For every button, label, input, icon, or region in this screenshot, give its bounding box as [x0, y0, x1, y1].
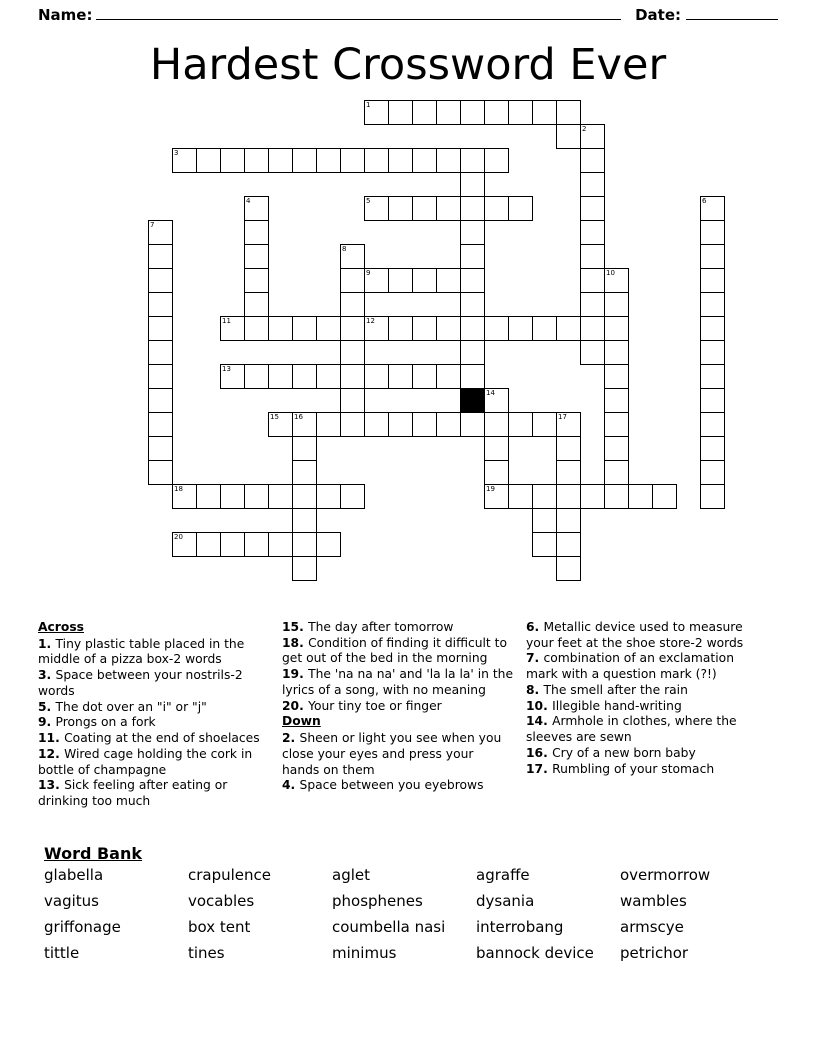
date-label: Date: [635, 6, 681, 24]
grid-cell-number: 5 [366, 197, 371, 205]
grid-cell-number: 15 [270, 413, 279, 421]
grid-cell[interactable] [532, 100, 557, 125]
grid-cell[interactable] [244, 316, 269, 341]
grid-cell[interactable] [460, 412, 485, 437]
clue-number: 8. [526, 682, 544, 697]
grid-cell[interactable] [268, 148, 293, 173]
word-bank-list [44, 866, 744, 962]
grid-cell[interactable] [604, 340, 629, 365]
grid-cell[interactable] [316, 484, 341, 509]
clue-number: 16. [526, 745, 553, 760]
grid-cell[interactable] [580, 172, 605, 197]
clue-text: Coating at the end of shoelaces [64, 731, 260, 746]
grid-cell[interactable] [556, 316, 581, 341]
grid-cell[interactable] [580, 220, 605, 245]
grid-cell[interactable] [460, 268, 485, 293]
grid-cell-number: 11 [222, 317, 231, 325]
grid-cell[interactable] [412, 316, 437, 341]
clue-item [526, 762, 758, 778]
grid-cell[interactable] [148, 220, 173, 245]
word-bank-item: tines [188, 944, 225, 962]
word-bank-item: interrobang [476, 918, 564, 936]
clue-item [282, 636, 514, 667]
grid-cell[interactable] [220, 148, 245, 173]
word-bank-item: dysania [476, 892, 535, 910]
clue-text: Prongs on a fork [55, 715, 156, 730]
grid-cell[interactable] [268, 364, 293, 389]
grid-cell[interactable] [604, 388, 629, 413]
grid-cell-number: 17 [558, 413, 567, 421]
name-label: Name: [38, 6, 93, 24]
grid-cell[interactable] [556, 100, 581, 125]
grid-cell[interactable] [364, 316, 389, 341]
grid-cell[interactable] [412, 412, 437, 437]
grid-cell[interactable] [484, 100, 509, 125]
down-clues-part2 [526, 620, 758, 777]
grid-cell[interactable] [436, 364, 461, 389]
grid-cell[interactable] [556, 532, 581, 557]
grid-cell-number: 9 [366, 269, 371, 277]
word-bank-item: box tent [188, 918, 251, 936]
word-bank-item: glabella [44, 866, 104, 884]
grid-cell[interactable] [436, 196, 461, 221]
grid-cell[interactable] [172, 148, 197, 173]
word-bank-heading: Word Bank [44, 844, 143, 863]
grid-cell[interactable] [652, 484, 677, 509]
grid-cell[interactable] [556, 412, 581, 437]
clue-text: Space between your nostrils-2 words [38, 668, 243, 698]
page-title: Hardest Crossword Ever [149, 40, 667, 90]
grid-cell[interactable] [580, 292, 605, 317]
clue-number: 15. [282, 620, 309, 634]
grid-cell[interactable] [532, 508, 557, 533]
grid-cell[interactable] [604, 484, 629, 509]
grid-cell[interactable] [292, 460, 317, 485]
clue-text: Metallic device used to measure your feet at the shoe store-2 words [526, 620, 744, 650]
clue-text: Wired cage holding the cork in bottle of champagne [38, 746, 253, 777]
grid-cell-number: 14 [486, 389, 495, 397]
grid-cell[interactable] [532, 532, 557, 557]
grid-cell[interactable] [532, 484, 557, 509]
grid-cell[interactable] [364, 412, 389, 437]
clue-item [282, 731, 514, 778]
grid-cell-number: 1 [366, 101, 371, 109]
clue-item [38, 778, 270, 809]
grid-cell[interactable] [412, 196, 437, 221]
grid-cell[interactable] [604, 436, 629, 461]
grid-cell[interactable] [340, 364, 365, 389]
grid-cell[interactable] [316, 412, 341, 437]
clue-item [38, 668, 270, 699]
grid-cell[interactable] [484, 460, 509, 485]
clue-number: 11. [38, 731, 65, 746]
clue-item [38, 715, 270, 731]
grid-cell[interactable] [556, 508, 581, 533]
grid-cell-number: 6 [702, 197, 707, 205]
grid-cell[interactable] [700, 388, 725, 413]
word-bank-item: vocables [188, 892, 255, 910]
grid-cell[interactable] [268, 532, 293, 557]
clue-number: 20. [282, 698, 309, 713]
grid-cell-number: 8 [342, 245, 347, 253]
clue-number: 4. [282, 778, 300, 793]
word-bank-item: petrichor [620, 944, 689, 962]
grid-cell[interactable] [196, 148, 221, 173]
grid-cell[interactable] [388, 364, 413, 389]
name-input-rule[interactable] [96, 7, 621, 20]
grid-cell[interactable] [220, 316, 245, 341]
grid-cell[interactable] [172, 532, 197, 557]
grid-cell-number: 13 [222, 365, 231, 373]
clue-text: Armhole in clothes, where the sleeves are sewn [526, 714, 737, 745]
word-bank-item: crapulence [188, 866, 272, 884]
grid-cell[interactable] [388, 100, 413, 125]
grid-cell[interactable] [292, 484, 317, 509]
grid-cell[interactable] [268, 484, 293, 509]
grid-cell[interactable] [148, 412, 173, 437]
word-bank-item: agraffe [476, 866, 530, 884]
grid-cell[interactable] [340, 148, 365, 173]
grid-cell-number: 18 [174, 485, 183, 493]
clue-number: 1. [38, 636, 56, 651]
grid-cell[interactable] [700, 292, 725, 317]
clue-number: 7. [526, 651, 544, 666]
grid-cell[interactable] [244, 532, 269, 557]
grid-cell[interactable] [244, 364, 269, 389]
grid-cell[interactable] [700, 220, 725, 245]
grid-cell[interactable] [460, 244, 485, 269]
grid-cell[interactable] [604, 292, 629, 317]
grid-cell[interactable] [580, 316, 605, 341]
grid-cell[interactable] [700, 316, 725, 341]
grid-cell[interactable] [388, 148, 413, 173]
clue-number: 5. [38, 699, 56, 714]
crossword-grid-wrapper [38, 100, 778, 620]
grid-cell[interactable] [460, 220, 485, 245]
clue-text: Your tiny toe or finger [308, 698, 442, 713]
clues-column-2 [282, 620, 526, 810]
clue-number: 19. [282, 667, 309, 682]
grid-cell[interactable] [148, 244, 173, 269]
clue-item [282, 778, 514, 794]
grid-cell[interactable] [556, 484, 581, 509]
grid-cell[interactable] [556, 556, 581, 581]
grid-cell[interactable] [484, 148, 509, 173]
grid-cell[interactable] [436, 316, 461, 341]
clues-section [38, 620, 778, 810]
grid-cell[interactable] [460, 196, 485, 221]
grid-cell[interactable] [172, 484, 197, 509]
grid-cell[interactable] [412, 148, 437, 173]
clue-number: 10. [526, 698, 553, 713]
clue-text: Illegible hand-writing [552, 698, 682, 713]
grid-cell[interactable] [340, 388, 365, 413]
grid-cell[interactable] [220, 364, 245, 389]
grid-cell-number: 2 [582, 125, 587, 133]
grid-cell[interactable] [580, 124, 605, 149]
clue-number: 2. [282, 731, 300, 746]
grid-cell[interactable] [244, 196, 269, 221]
grid-cell[interactable] [700, 268, 725, 293]
grid-cell[interactable] [580, 268, 605, 293]
grid-cell[interactable] [148, 388, 173, 413]
clue-item [526, 651, 758, 682]
clue-item [282, 620, 514, 636]
word-bank-item: bannock device [476, 944, 594, 962]
clue-text: Space between you eyebrows [299, 778, 484, 793]
grid-cell-number: 12 [366, 317, 375, 325]
grid-cell[interactable] [364, 100, 389, 125]
grid-cell[interactable] [580, 244, 605, 269]
clue-text: Cry of a new born baby [552, 745, 696, 760]
grid-cell[interactable] [148, 292, 173, 317]
grid-cell[interactable] [292, 532, 317, 557]
grid-cell[interactable] [244, 244, 269, 269]
grid-cell[interactable] [292, 436, 317, 461]
grid-cell[interactable] [316, 316, 341, 341]
grid-cell[interactable] [196, 484, 221, 509]
grid-cell[interactable] [604, 268, 629, 293]
clue-number: 3. [38, 668, 56, 683]
word-bank-item: aglet [332, 866, 370, 884]
grid-cell[interactable] [460, 172, 485, 197]
grid-cell-number: 10 [606, 269, 615, 277]
grid-cell[interactable] [340, 268, 365, 293]
grid-cell[interactable] [556, 460, 581, 485]
header-row [38, 0, 778, 24]
word-bank-item: griffonage [44, 918, 121, 936]
grid-cell[interactable] [604, 460, 629, 485]
grid-cell[interactable] [364, 364, 389, 389]
clue-item [526, 699, 758, 715]
across-clues-part2 [282, 620, 514, 714]
clue-number: 13. [38, 778, 65, 793]
across-clues-part1 [38, 637, 270, 810]
word-bank-item: coumbella nasi [332, 918, 446, 936]
clue-text: Tiny plastic table placed in the middle of a pizza box-2 words [38, 636, 245, 667]
grid-cell[interactable] [268, 316, 293, 341]
grid-cell[interactable] [388, 196, 413, 221]
grid-cell[interactable] [532, 316, 557, 341]
grid-cell[interactable] [244, 484, 269, 509]
grid-cell[interactable] [556, 124, 581, 149]
grid-cell[interactable] [412, 100, 437, 125]
clue-item [38, 637, 270, 668]
grid-cell[interactable] [316, 148, 341, 173]
grid-cell-number: 16 [294, 413, 303, 421]
clue-text: Rumbling of your stomach [552, 761, 715, 776]
grid-cell[interactable] [460, 292, 485, 317]
grid-cell[interactable] [436, 100, 461, 125]
grid-cell[interactable] [364, 148, 389, 173]
grid-cell[interactable] [436, 148, 461, 173]
down-clues-part1 [282, 731, 514, 794]
clue-item [38, 700, 270, 716]
clues-column-3 [526, 620, 770, 810]
grid-cell[interactable] [340, 244, 365, 269]
grid-cell[interactable] [292, 556, 317, 581]
grid-cell[interactable] [148, 316, 173, 341]
grid-cell[interactable] [532, 412, 557, 437]
grid-cell-number: 4 [246, 197, 251, 205]
grid-cell[interactable] [268, 412, 293, 437]
clue-item [282, 699, 514, 715]
grid-cell[interactable] [292, 508, 317, 533]
grid-cell[interactable] [700, 244, 725, 269]
word-bank-item: wambles [620, 892, 687, 910]
grid-cell[interactable] [460, 316, 485, 341]
grid-cell[interactable] [484, 388, 509, 413]
grid-cell[interactable] [508, 100, 533, 125]
across-heading: Across [38, 620, 84, 634]
clue-number: 14. [526, 714, 553, 729]
clue-number: 12. [38, 746, 65, 761]
grid-cell[interactable] [148, 436, 173, 461]
grid-cell-blocked [460, 388, 485, 413]
clues-column-1 [38, 620, 282, 810]
grid-cell[interactable] [340, 340, 365, 365]
clue-text: The dot over an "i" or "j" [55, 699, 207, 714]
grid-cell[interactable] [340, 484, 365, 509]
clue-item [38, 747, 270, 778]
clue-text: The 'na na na' and 'la la la' in the lyrics of a song, with no meaning [282, 667, 514, 697]
grid-cell-number: 7 [150, 221, 155, 229]
grid-cell[interactable] [508, 484, 533, 509]
clue-item [526, 714, 758, 745]
grid-cell[interactable] [580, 148, 605, 173]
clue-text: Sheen or light you see when you close your eyes and press your hands on them [282, 731, 502, 777]
word-bank-item: armscye [620, 918, 684, 936]
grid-cell-number: 3 [174, 149, 179, 157]
grid-cell[interactable] [604, 412, 629, 437]
grid-cell[interactable] [340, 316, 365, 341]
grid-cell[interactable] [700, 460, 725, 485]
grid-cell[interactable] [460, 100, 485, 125]
clue-item [38, 731, 270, 747]
grid-cell[interactable] [604, 316, 629, 341]
grid-cell[interactable] [700, 436, 725, 461]
grid-cell[interactable] [700, 340, 725, 365]
word-bank-item: tittle [44, 944, 80, 962]
grid-cell[interactable] [580, 484, 605, 509]
down-heading: Down [282, 714, 321, 729]
grid-cell[interactable] [412, 364, 437, 389]
grid-cell[interactable] [220, 484, 245, 509]
grid-cell[interactable] [244, 220, 269, 245]
grid-cell[interactable] [148, 364, 173, 389]
grid-cell[interactable] [340, 412, 365, 437]
clue-item [526, 683, 758, 699]
grid-cell[interactable] [340, 292, 365, 317]
grid-cell[interactable] [412, 268, 437, 293]
grid-cell[interactable] [484, 412, 509, 437]
clue-text: The smell after the rain [543, 682, 688, 697]
grid-cell-number: 19 [486, 485, 495, 493]
grid-cell[interactable] [604, 364, 629, 389]
grid-cell[interactable] [700, 484, 725, 509]
clue-number: 17. [526, 761, 553, 776]
grid-cell[interactable] [508, 316, 533, 341]
grid-cell[interactable] [292, 412, 317, 437]
grid-cell[interactable] [244, 268, 269, 293]
grid-cell[interactable] [484, 196, 509, 221]
grid-cell[interactable] [196, 532, 221, 557]
grid-cell[interactable] [460, 364, 485, 389]
grid-cell[interactable] [292, 364, 317, 389]
grid-cell[interactable] [700, 412, 725, 437]
clue-text: Condition of finding it difficult to get out of the bed in the morning [282, 635, 508, 666]
grid-cell[interactable] [484, 436, 509, 461]
clue-number: 18. [282, 635, 309, 650]
grid-cell-number: 20 [174, 533, 183, 541]
grid-cell[interactable] [700, 364, 725, 389]
clue-item [526, 620, 758, 651]
grid-cell[interactable] [388, 268, 413, 293]
grid-cell[interactable] [388, 412, 413, 437]
clue-item [526, 746, 758, 762]
word-bank-item: overmorrow [620, 866, 711, 884]
grid-cell[interactable] [148, 460, 173, 485]
date-input-rule[interactable] [686, 7, 778, 20]
grid-cell[interactable] [244, 148, 269, 173]
clue-item [282, 667, 514, 698]
grid-cell[interactable] [460, 148, 485, 173]
grid-cell[interactable] [508, 196, 533, 221]
grid-cell[interactable] [220, 532, 245, 557]
grid-cell[interactable] [484, 484, 509, 509]
grid-cell[interactable] [244, 292, 269, 317]
grid-cell[interactable] [436, 412, 461, 437]
grid-cell[interactable] [316, 532, 341, 557]
grid-cell[interactable] [508, 412, 533, 437]
grid-cell[interactable] [436, 268, 461, 293]
grid-cell[interactable] [628, 484, 653, 509]
grid-cell[interactable] [316, 364, 341, 389]
grid-cell[interactable] [460, 340, 485, 365]
grid-cell[interactable] [148, 340, 173, 365]
grid-cell[interactable] [556, 436, 581, 461]
grid-cell[interactable] [580, 196, 605, 221]
grid-cell[interactable] [580, 340, 605, 365]
grid-cell[interactable] [148, 268, 173, 293]
clue-number: 6. [526, 620, 544, 634]
grid-cell[interactable] [364, 268, 389, 293]
grid-cell[interactable] [484, 316, 509, 341]
word-bank-item: vagitus [44, 892, 99, 910]
grid-cell[interactable] [388, 316, 413, 341]
grid-cell[interactable] [700, 196, 725, 221]
word-bank-item: phosphenes [332, 892, 423, 910]
clue-text: The day after tomorrow [308, 620, 454, 634]
grid-cell[interactable] [364, 196, 389, 221]
grid-cell[interactable] [292, 148, 317, 173]
grid-cell[interactable] [292, 316, 317, 341]
clue-text: Sick feeling after eating or drinking too much [38, 778, 228, 809]
clue-number: 9. [38, 715, 56, 730]
clue-text: combination of an exclamation mark with a question mark (?!) [526, 651, 734, 682]
word-bank-item: minimus [332, 944, 397, 962]
